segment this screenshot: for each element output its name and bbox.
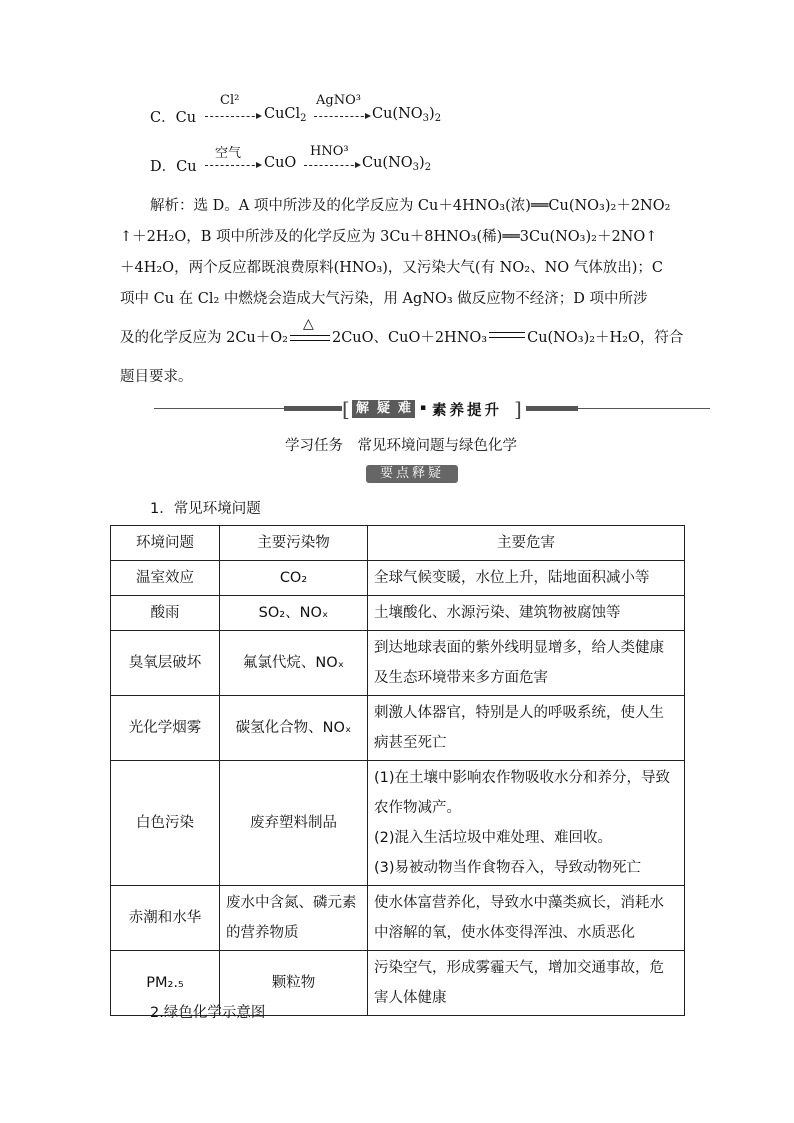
banner-dot: ▪	[420, 403, 430, 413]
option-d-reagent-2: HNO³	[310, 144, 349, 159]
option-c-label: C．Cu	[150, 110, 197, 126]
option-c-reagent-2: AgNO³	[316, 93, 361, 108]
table-row: 臭氧层破坏 氟氯代烷、NOₓ 到达地球表面的紫外线明显增多，给人类健康及生态环境带来多方面危害	[111, 631, 685, 696]
banner-title: 素养提升	[432, 403, 502, 419]
header-pollutant: 主要污染物	[220, 526, 368, 561]
reaction-arrow-1	[205, 116, 260, 117]
option-c-intermediate: CuCl$_2$	[264, 106, 307, 124]
option-d-product: $Cu(NO_3)_2$	[362, 155, 432, 173]
banner-badge: [ 解 疑 难 ▪ 素养提升 ]	[342, 397, 522, 421]
section-2-heading: 2.绿色化学示意图	[150, 1005, 266, 1021]
table-header-row	[111, 526, 685, 561]
option-c-product: $Cu(NO_3)_2$	[372, 106, 442, 124]
equal-sign	[489, 332, 525, 338]
heat-equal-sign: △	[290, 328, 330, 342]
analysis-line-5: 及的化学反应为 2Cu＋O₂ △ 2CuO、CuO＋2HNO₃ Cu(NO₃)₂＋H₂O，符合	[120, 316, 684, 346]
table-row: 赤潮和水华 废水中含氮、磷元素的营养物质 使水体富营养化，导致水中藻类疯长，消耗水中溶解的氧，使水体变得浑浊、水质恶化	[111, 886, 685, 951]
reaction-arrow-3	[205, 165, 260, 166]
analysis-line-6: 题目要求。	[120, 369, 193, 385]
analysis-line-1: 解析：选 D。A 项中所涉及的化学反应为 Cu＋4HNO₃(浓)══Cu(NO₃)₂＋2NO₂	[150, 198, 671, 214]
option-c-reagent-1: Cl²	[220, 93, 240, 108]
header-harm: 主要危害	[368, 526, 685, 561]
table-row: 白色污染 废弃塑料制品 (1)在土壤中影响农作物吸收水分和养分，导致农作物减产。 (2)混入生活垃圾中难处理、难回收。 (3)易被动物当作食物吞入，导致动物死亡	[111, 761, 685, 886]
option-d-reagent-1: 空气	[215, 146, 242, 161]
reaction-arrow-4	[304, 165, 359, 166]
header-issue: 环境问题	[111, 526, 220, 561]
analysis-line-3: ＋4H₂O，两个反应都既浪费原料(HNO₃)，又污染大气(有 NO₂、NO 气体放出)；C	[120, 260, 664, 276]
table-row: PM₂.₅ 颗粒物 污染空气，形成雾霾天气，增加交通事故，危害人体健康	[111, 951, 685, 1016]
table-row: 酸雨 SO₂、NOₓ 土壤酸化、水源污染、建筑物被腐蚀等	[111, 596, 685, 631]
analysis-line-2: ↑＋2H₂O，B 项中所涉及的化学反应为 3Cu＋8HNO₃(稀)══3Cu(NO₃)₂＋2NO↑	[120, 229, 658, 245]
section-1-heading: 1．常见环境问题	[150, 501, 261, 517]
option-d-label: D．Cu	[150, 159, 197, 175]
environment-table	[110, 525, 685, 1016]
option-d-intermediate: CuO	[264, 155, 297, 171]
analysis-line-4: 项中 Cu 在 Cl₂ 中燃烧会造成大气污染，用 AgNO₃ 做反应物不经济；D 项中所涉	[120, 291, 648, 307]
table-row: 温室效应 CO₂ 全球气候变暖，水位上升，陆地面积减小等	[111, 561, 685, 596]
task-title: 学习任务 常见环境问题与绿色化学	[285, 438, 517, 454]
table-row: 光化学烟雾 碳氢化合物、NOₓ 刺激人体器官，特别是人的呼吸系统，使人生病甚至死亡	[111, 696, 685, 761]
reaction-arrow-2	[314, 116, 369, 117]
key-points-pill: 要点释疑	[366, 465, 458, 483]
